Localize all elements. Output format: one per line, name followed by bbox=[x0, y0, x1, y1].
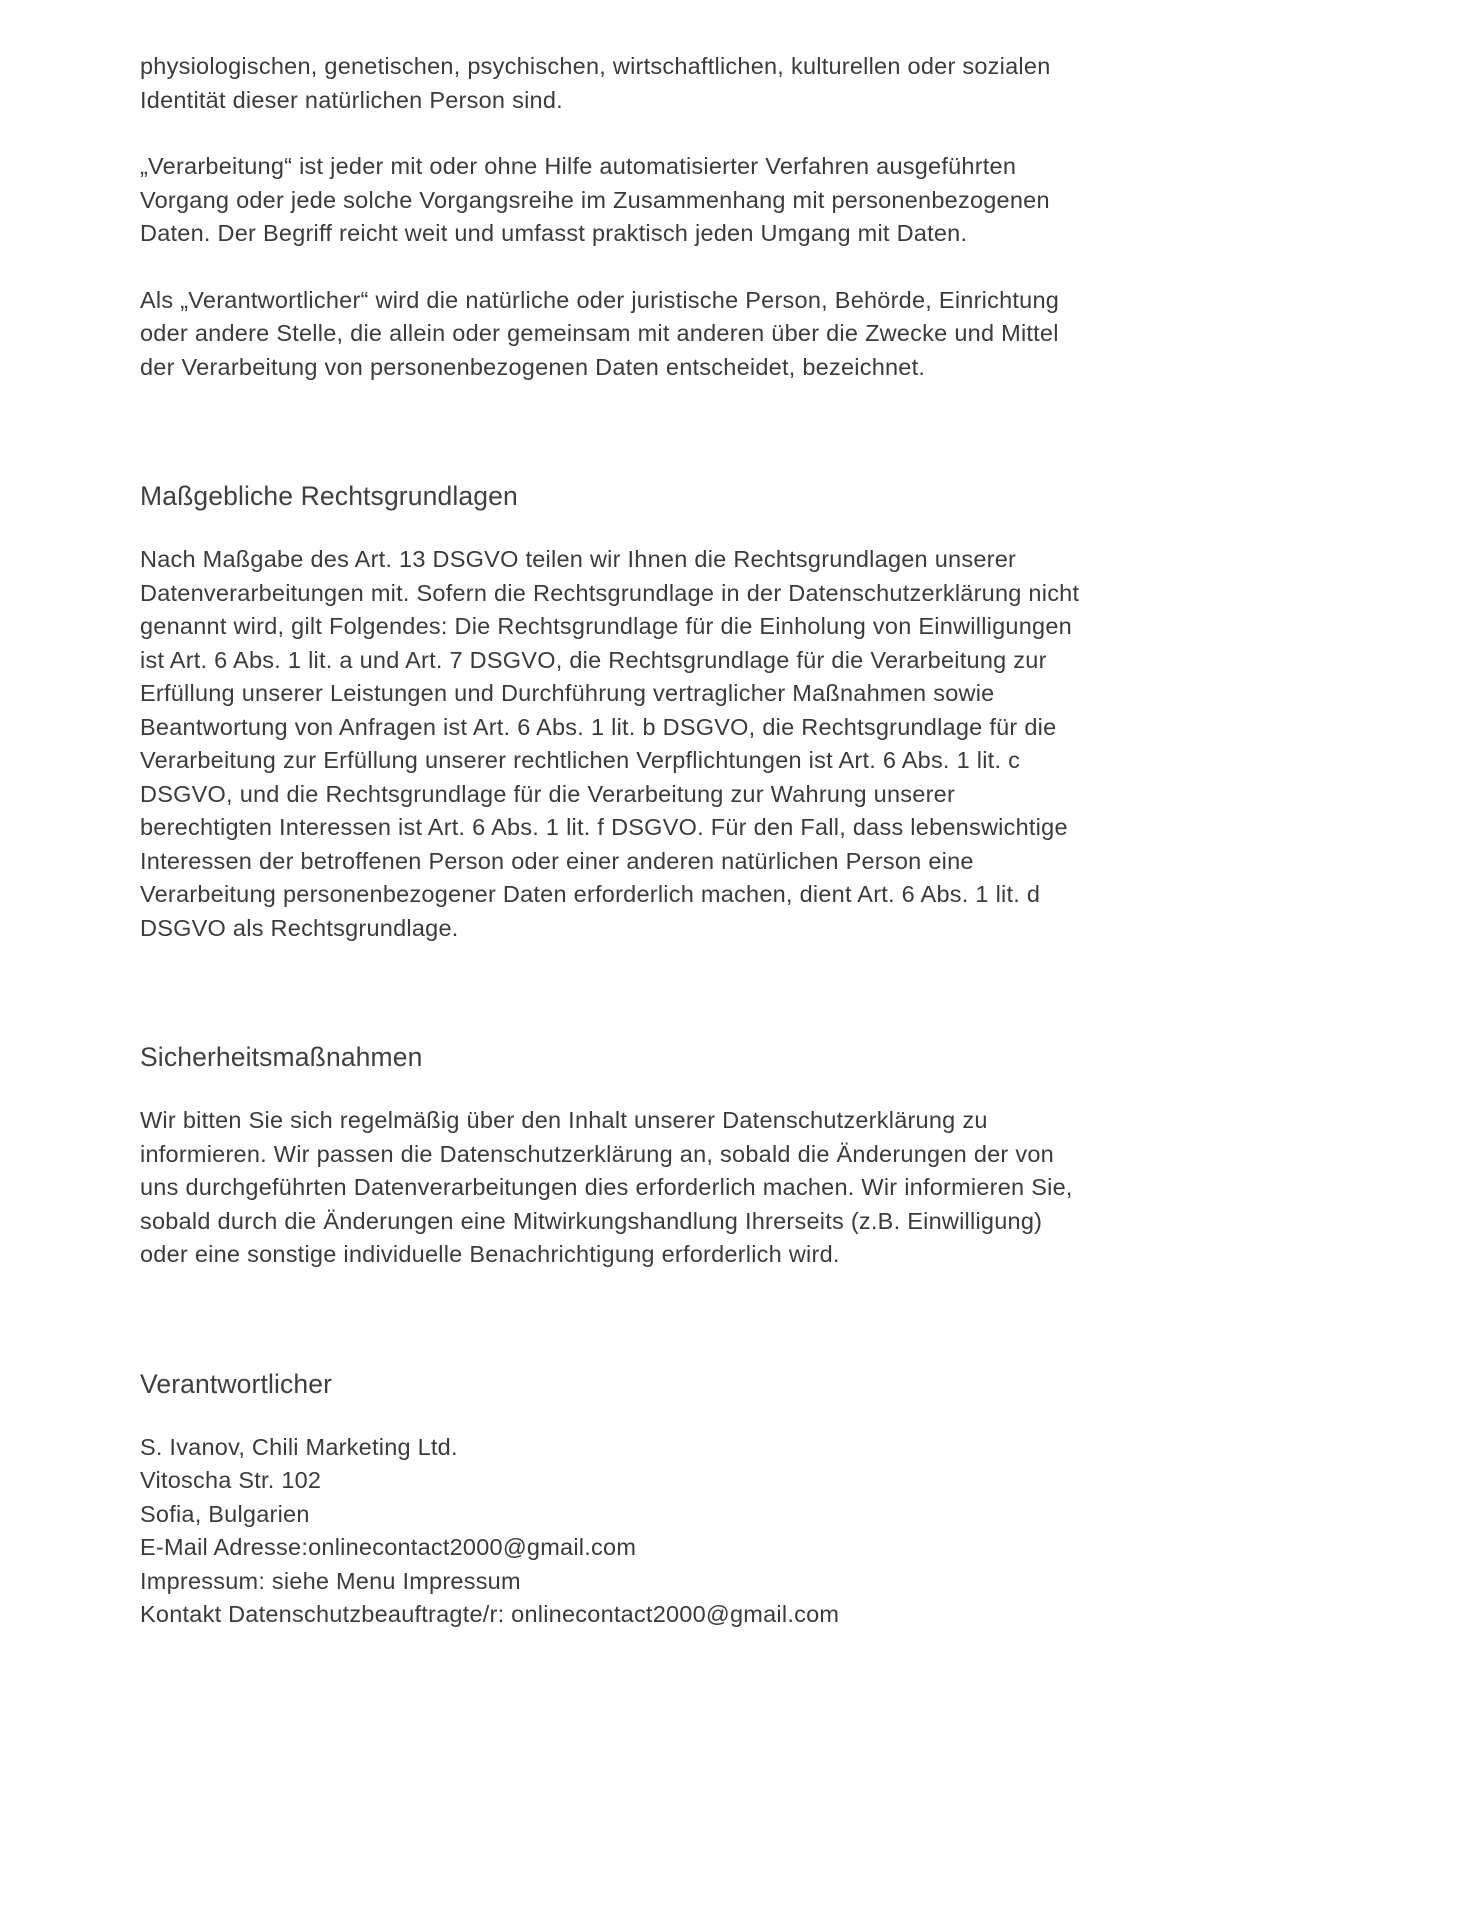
section-spacer bbox=[140, 417, 1080, 479]
address-line-company: S. Ivanov, Chili Marketing Ltd. bbox=[140, 1433, 458, 1460]
paragraph-rechtsgrundlagen: Nach Maßgabe des Art. 13 DSGVO teilen wir Ihnen die Rechtsgrundlagen unserer Datenverarbeitungen mit. Sofern die Rechtsgrundlage in der Datenschutzerklärung nicht genannt wird, gilt Folgendes: Die Rechtsgrundlage für die Einholung von Einwilligungen ist Art. 6 Abs. 1 lit. a und Art. 7 DSGVO, die Rechtsgrundlage für die Verarbeitung zur Erfüllung unserer Leistungen und Durchführung vertraglicher Maßnahmen sowie Beantwortung von Anfragen ist Art. 6 Abs. 1 lit. b DSGVO, die Rechtsgrundlage für die Verarbeitung zur Erfüllung unserer rechtlichen Verpflichtungen ist Art. 6 Abs. 1 lit. c DSGVO, und die Rechtsgrundlage für die Verarbeitung zur Wahrung unserer berechtigten Interessen ist Art. 6 Abs. 1 lit. f DSGVO. Für den Fall, dass lebenswichtige Interessen der betroffenen Person oder einer anderen natürlichen Person eine Verarbeitung personenbezogener Daten erforderlich machen, dient Art. 6 Abs. 1 lit. d DSGVO als Rechtsgrundlage. bbox=[140, 546, 1080, 941]
heading-verantwortlicher: Verantwortlicher bbox=[140, 1368, 333, 1399]
responsible-party-address bbox=[140, 1431, 1080, 1632]
heading-massgebliche-rechtsgrundlagen: Maßgebliche Rechtsgrundlagen bbox=[140, 481, 518, 511]
address-line-data-protection-officer: Kontakt Datenschutzbeauftragte/r: onlinecontact2000@gmail.com bbox=[140, 1601, 840, 1627]
paragraph-verarbeitung-definition: „Verarbeitung“ ist jeder mit oder ohne Hilfe automatisierter Verfahren ausgeführten Vorgang oder jede solche Vorgangsreihe im Zusammenhang mit personenbezogenen Daten. Der Begriff reicht weit und umfasst praktisch jeden Umgang mit Daten. bbox=[140, 153, 1050, 246]
address-line-city-country: Sofia, Bulgarien bbox=[140, 1500, 310, 1527]
heading-sicherheitsmassnahmen: Sicherheitsmaßnahmen bbox=[140, 1042, 423, 1072]
document-body bbox=[140, 50, 1080, 1632]
section-spacer bbox=[140, 978, 1080, 1040]
paragraph-verantwortlicher-definition: Als „Verantwortlicher“ wird die natürliche oder juristische Person, Behörde, Einrichtung oder andere Stelle, die allein oder gemeinsam mit anderen über die Zwecke und Mittel der Verarbeitung von personenbezogenen Daten entscheidet, bezeichnet. bbox=[140, 286, 1060, 380]
address-line-email: E-Mail Adresse:onlinecontact2000@gmail.com bbox=[140, 1534, 637, 1560]
section-spacer bbox=[140, 1305, 1080, 1367]
paragraph-identity-definition: physiologischen, genetischen, psychischen, wirtschaftlichen, kulturellen oder sozialen Identität dieser natürlichen Person sind. bbox=[140, 53, 1051, 113]
paragraph-sicherheitsmassnahmen: Wir bitten Sie sich regelmäßig über den Inhalt unserer Datenschutzerklärung zu informieren. Wir passen die Datenschutzerklärung an, sobald die Änderungen der von uns durchgeführten Datenverarbeitungen dies erforderlich machen. Wir informieren Sie, sobald durch die Änderungen eine Mitwirkungshandlung Ihrerseits (z.B. Einwilligung) oder eine sonstige individuelle Benachrichtigung erforderlich wird. bbox=[140, 1107, 1073, 1267]
address-line-street: Vitoscha Str. 102 bbox=[140, 1467, 322, 1493]
address-line-impressum: Impressum: siehe Menu Impressum bbox=[140, 1567, 521, 1594]
